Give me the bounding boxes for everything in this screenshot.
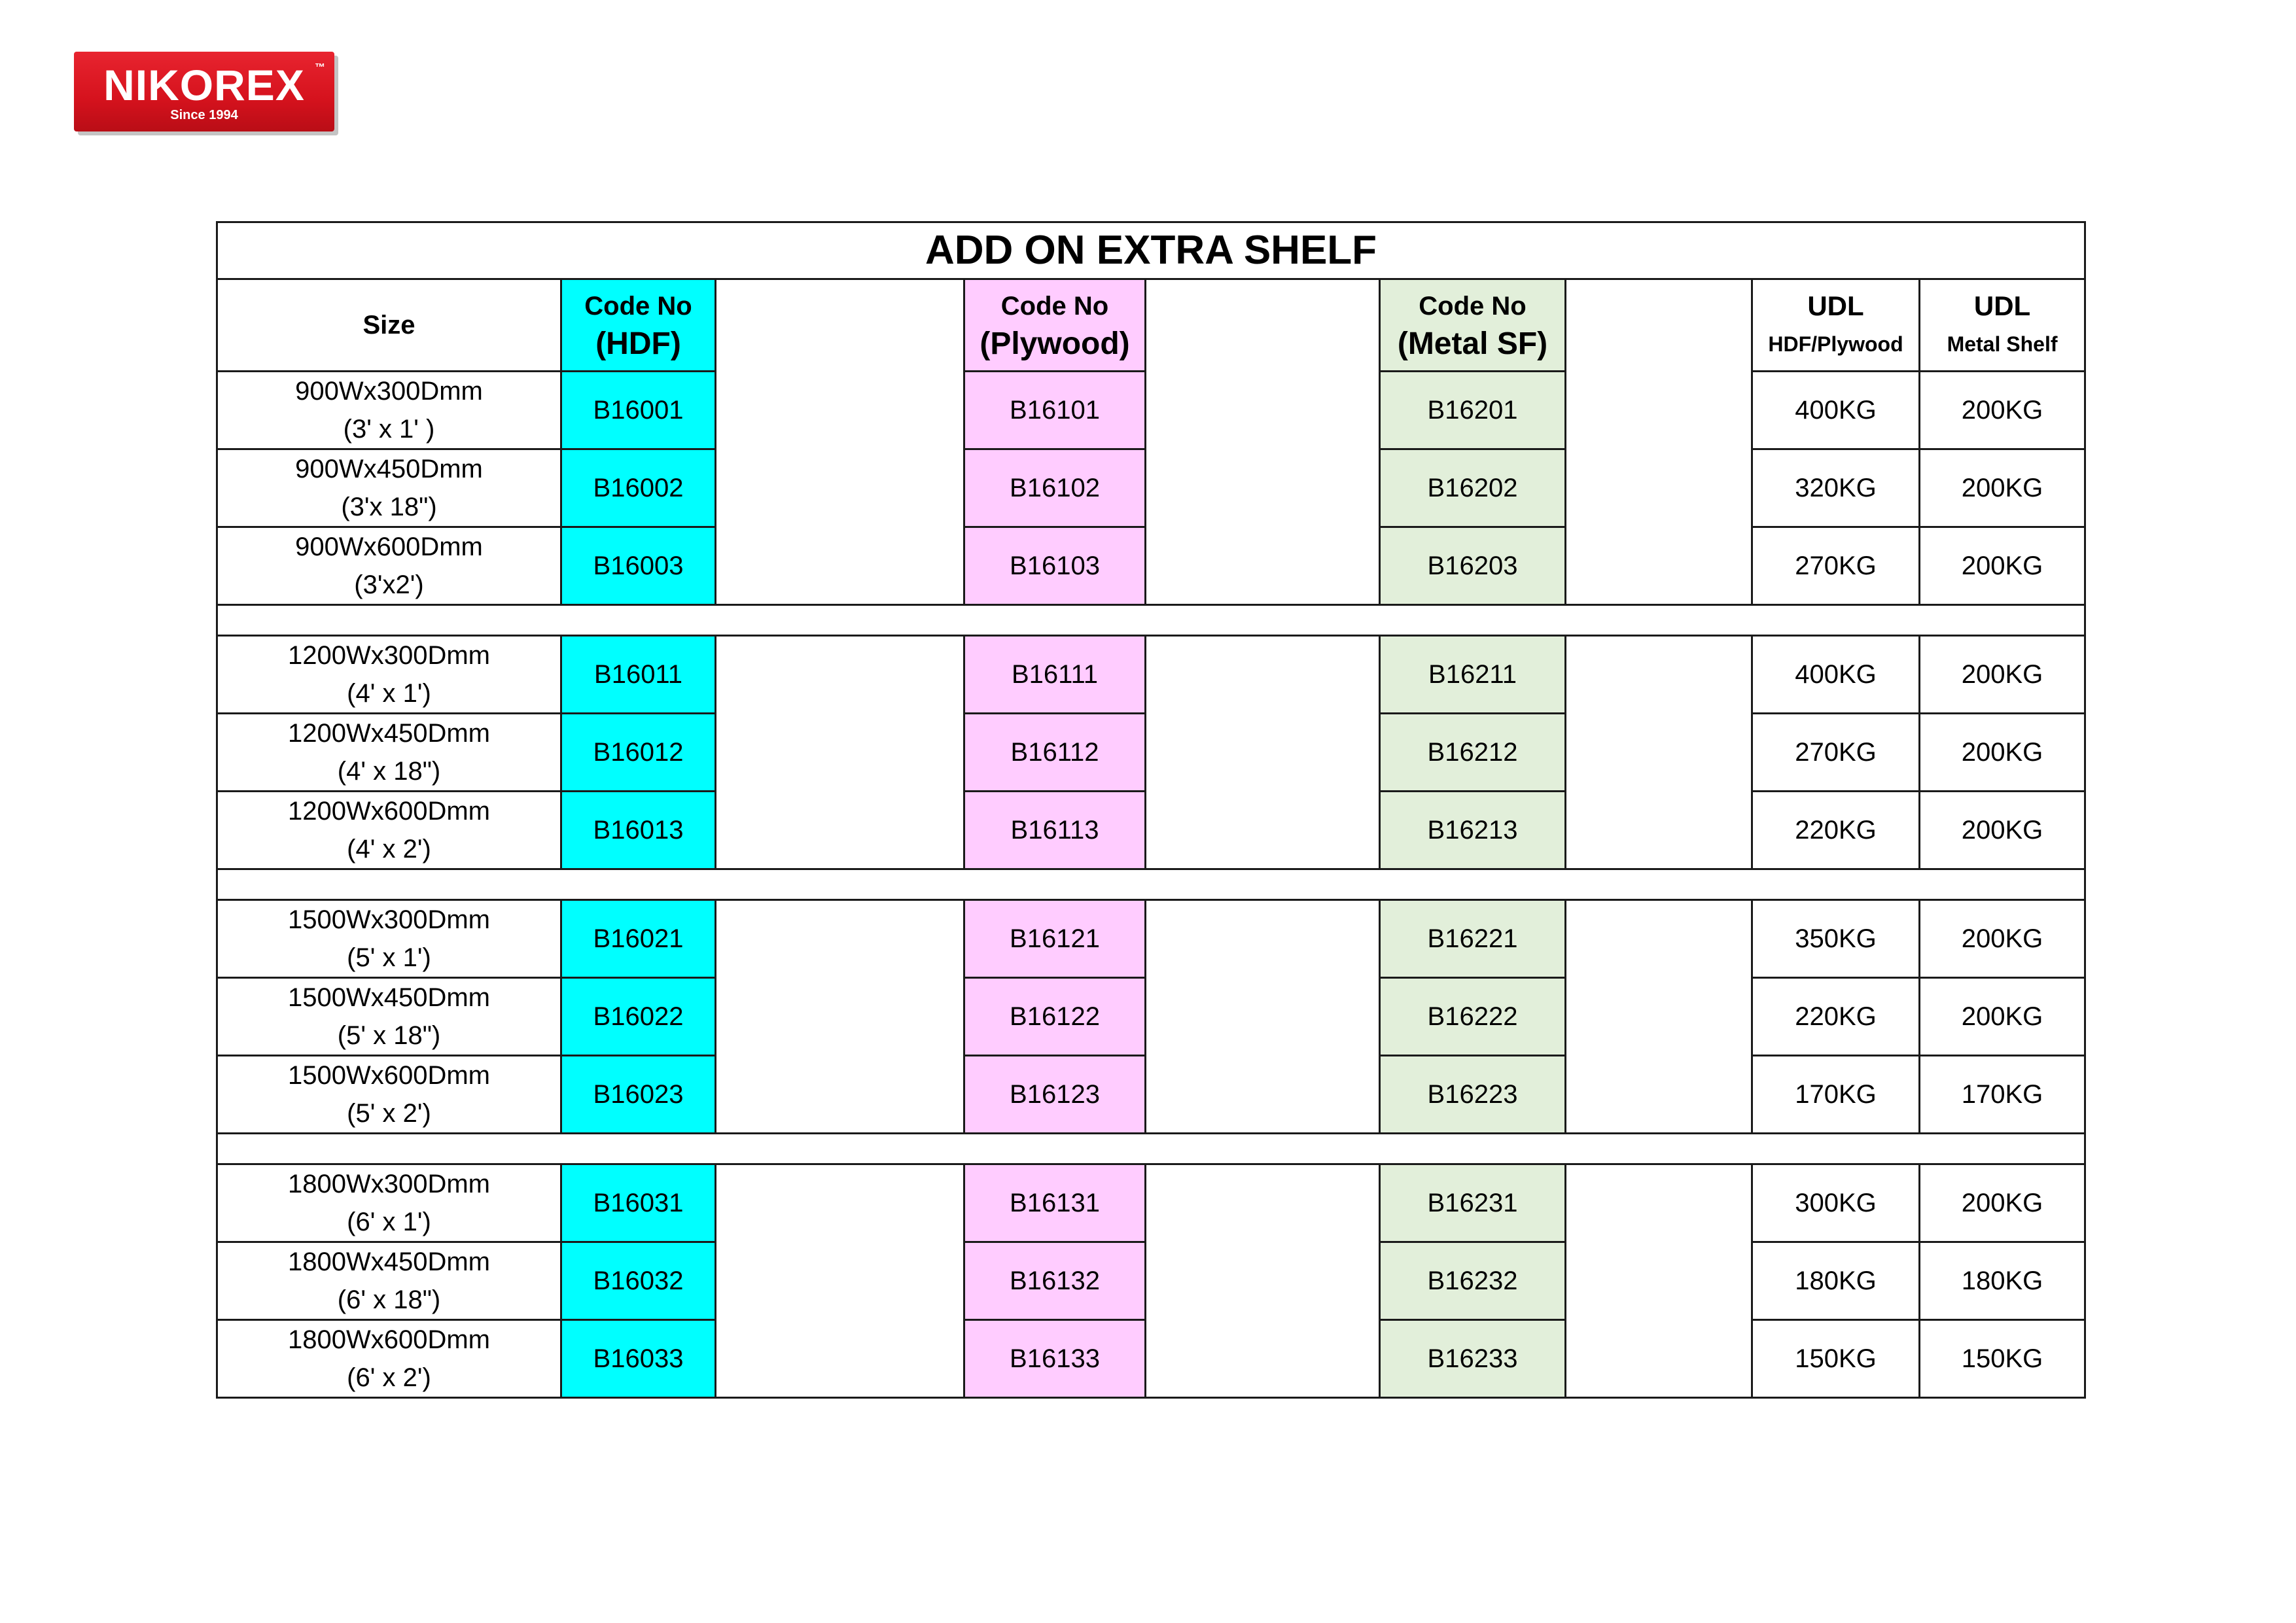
- blank-cell: [1566, 527, 1752, 605]
- blank-cell: [716, 1320, 964, 1398]
- udl-metal-cell: 200KG: [1920, 792, 2085, 869]
- header-udl-hdf-plywood: [1752, 279, 1920, 372]
- code-metal-cell: B16213: [1380, 792, 1566, 869]
- code-plywood-cell: B16133: [964, 1320, 1146, 1398]
- header-udl-metal-line2: Metal Shelf: [1947, 332, 2058, 356]
- code-hdf-cell: B16022: [561, 978, 716, 1056]
- udl-metal-cell: 200KG: [1920, 1164, 2085, 1242]
- size-cell: [217, 1320, 561, 1398]
- code-hdf-cell: B16012: [561, 714, 716, 792]
- separator-cell: [217, 1134, 2085, 1164]
- blank-cell: [716, 978, 964, 1056]
- header-code-hdf-line2: (HDF): [595, 326, 681, 361]
- code-plywood-cell: B16132: [964, 1242, 1146, 1320]
- code-metal-cell: B16233: [1380, 1320, 1566, 1398]
- size-metric: 1800Wx450Dmm: [287, 1248, 490, 1276]
- group-separator-row: [217, 605, 2085, 636]
- udl-metal-cell: 200KG: [1920, 978, 2085, 1056]
- udl-hdf-plywood-cell: 220KG: [1752, 792, 1920, 869]
- udl-metal-cell: 200KG: [1920, 900, 2085, 978]
- blank-cell: [716, 636, 964, 714]
- size-metric: 900Wx600Dmm: [295, 532, 483, 561]
- header-code-metal: [1380, 279, 1566, 372]
- size-metric: 900Wx300Dmm: [295, 377, 483, 406]
- udl-hdf-plywood-cell: 350KG: [1752, 900, 1920, 978]
- code-hdf-cell: B16002: [561, 449, 716, 527]
- blank-cell: [1566, 792, 1752, 869]
- code-plywood-cell: B16112: [964, 714, 1146, 792]
- udl-hdf-plywood-cell: 320KG: [1752, 449, 1920, 527]
- code-hdf-cell: B16003: [561, 527, 716, 605]
- logo-since: Since 1994: [170, 108, 238, 122]
- blank-column: [1566, 279, 1752, 372]
- udl-hdf-plywood-cell: 170KG: [1752, 1056, 1920, 1134]
- code-hdf-cell: B16031: [561, 1164, 716, 1242]
- logo-trademark: ™: [315, 62, 325, 73]
- code-metal-cell: B16201: [1380, 372, 1566, 449]
- udl-metal-cell: 200KG: [1920, 636, 2085, 714]
- code-metal-cell: B16202: [1380, 449, 1566, 527]
- separator-cell: [217, 869, 2085, 900]
- size-cell: [217, 1242, 561, 1320]
- size-imperial: (4' x 1'): [347, 679, 431, 708]
- table-row: [217, 1242, 2085, 1320]
- code-plywood-cell: B16102: [964, 449, 1146, 527]
- size-cell: [217, 1164, 561, 1242]
- size-metric: 900Wx450Dmm: [295, 455, 483, 483]
- header-code-plywood: [964, 279, 1146, 372]
- code-hdf-cell: B16001: [561, 372, 716, 449]
- udl-metal-cell: 150KG: [1920, 1320, 2085, 1398]
- table-row: [217, 1164, 2085, 1242]
- table-row: [217, 527, 2085, 605]
- blank-cell: [1566, 636, 1752, 714]
- header-code-metal-line1: Code No: [1419, 292, 1527, 321]
- code-metal-cell: B16232: [1380, 1242, 1566, 1320]
- logo-name: NIKOREX: [103, 61, 305, 109]
- code-hdf-cell: B16021: [561, 900, 716, 978]
- blank-column: [716, 279, 964, 372]
- size-imperial: (6' x 18"): [337, 1285, 441, 1314]
- header-udl-metal-line1: UDL: [1973, 290, 2031, 321]
- table-row: [217, 372, 2085, 449]
- udl-hdf-plywood-cell: 270KG: [1752, 527, 1920, 605]
- blank-cell: [1146, 372, 1380, 449]
- blank-cell: [1566, 372, 1752, 449]
- udl-hdf-plywood-cell: 400KG: [1752, 636, 1920, 714]
- group-separator-row: [217, 1134, 2085, 1164]
- code-plywood-cell: B16131: [964, 1164, 1146, 1242]
- blank-cell: [1566, 1242, 1752, 1320]
- table-row: [217, 1320, 2085, 1398]
- blank-column: [1146, 279, 1380, 372]
- code-hdf-cell: B16013: [561, 792, 716, 869]
- blank-cell: [716, 449, 964, 527]
- table-row: [217, 1056, 2085, 1134]
- blank-cell: [1146, 900, 1380, 978]
- code-plywood-cell: B16113: [964, 792, 1146, 869]
- code-plywood-cell: B16122: [964, 978, 1146, 1056]
- table-row: [217, 792, 2085, 869]
- table-row: [217, 449, 2085, 527]
- header-udl-hdf-line1: UDL: [1807, 290, 1864, 321]
- extra-shelf-table: [216, 221, 2086, 1399]
- udl-metal-cell: 200KG: [1920, 449, 2085, 527]
- size-imperial: (6' x 1'): [347, 1208, 431, 1236]
- header-code-plywood-line1: Code No: [1000, 292, 1109, 321]
- size-metric: 1500Wx450Dmm: [287, 983, 490, 1012]
- table-title: ADD ON EXTRA SHELF: [217, 222, 2085, 279]
- separator-cell: [217, 605, 2085, 636]
- size-metric: 1500Wx600Dmm: [287, 1061, 490, 1090]
- blank-cell: [1146, 1242, 1380, 1320]
- header-udl-hdf-line2: HDF/Plywood: [1768, 332, 1903, 356]
- code-hdf-cell: B16011: [561, 636, 716, 714]
- table-row: [217, 978, 2085, 1056]
- size-metric: 1200Wx600Dmm: [287, 797, 490, 826]
- blank-cell: [716, 372, 964, 449]
- table-row: [217, 900, 2085, 978]
- size-imperial: (3'x 18"): [341, 493, 437, 521]
- udl-hdf-plywood-cell: 180KG: [1752, 1242, 1920, 1320]
- blank-cell: [1566, 1056, 1752, 1134]
- udl-metal-cell: 200KG: [1920, 372, 2085, 449]
- size-metric: 1200Wx450Dmm: [287, 719, 490, 748]
- header-udl-metal: [1920, 279, 2085, 372]
- size-cell: [217, 900, 561, 978]
- blank-cell: [716, 1242, 964, 1320]
- size-cell: [217, 978, 561, 1056]
- code-hdf-cell: B16033: [561, 1320, 716, 1398]
- code-metal-cell: B16231: [1380, 1164, 1566, 1242]
- blank-cell: [1146, 636, 1380, 714]
- blank-cell: [716, 1164, 964, 1242]
- table-row: [217, 714, 2085, 792]
- group-separator-row: [217, 869, 2085, 900]
- blank-cell: [1146, 449, 1380, 527]
- code-metal-cell: B16211: [1380, 636, 1566, 714]
- blank-cell: [1146, 978, 1380, 1056]
- nikorex-logo: [74, 52, 334, 131]
- code-metal-cell: B16222: [1380, 978, 1566, 1056]
- header-code-hdf-line1: Code No: [584, 292, 692, 321]
- code-hdf-cell: B16032: [561, 1242, 716, 1320]
- size-cell: [217, 449, 561, 527]
- blank-cell: [1566, 978, 1752, 1056]
- size-imperial: (3'x2'): [354, 570, 424, 599]
- blank-cell: [1146, 792, 1380, 869]
- udl-metal-cell: 200KG: [1920, 527, 2085, 605]
- udl-metal-cell: 180KG: [1920, 1242, 2085, 1320]
- code-hdf-cell: B16023: [561, 1056, 716, 1134]
- blank-cell: [716, 714, 964, 792]
- blank-cell: [1566, 714, 1752, 792]
- code-plywood-cell: B16111: [964, 636, 1146, 714]
- code-metal-cell: B16203: [1380, 527, 1566, 605]
- udl-hdf-plywood-cell: 300KG: [1752, 1164, 1920, 1242]
- code-plywood-cell: B16103: [964, 527, 1146, 605]
- header-size: Size: [217, 279, 561, 372]
- header-code-hdf: [561, 279, 716, 372]
- blank-cell: [1146, 714, 1380, 792]
- size-cell: [217, 714, 561, 792]
- code-plywood-cell: B16123: [964, 1056, 1146, 1134]
- udl-hdf-plywood-cell: 150KG: [1752, 1320, 1920, 1398]
- blank-cell: [716, 792, 964, 869]
- blank-cell: [1566, 1320, 1752, 1398]
- blank-cell: [716, 1056, 964, 1134]
- header-code-metal-line2: (Metal SF): [1397, 326, 1548, 361]
- udl-metal-cell: 170KG: [1920, 1056, 2085, 1134]
- size-imperial: (3' x 1' ): [343, 415, 435, 444]
- size-cell: [217, 792, 561, 869]
- code-plywood-cell: B16121: [964, 900, 1146, 978]
- blank-cell: [1566, 449, 1752, 527]
- size-imperial: (4' x 18"): [337, 757, 441, 786]
- blank-cell: [716, 900, 964, 978]
- blank-cell: [1146, 527, 1380, 605]
- size-cell: [217, 372, 561, 449]
- size-imperial: (5' x 18"): [337, 1021, 441, 1050]
- size-imperial: (4' x 2'): [347, 835, 431, 864]
- size-metric: 1800Wx300Dmm: [287, 1170, 490, 1198]
- size-metric: 1800Wx600Dmm: [287, 1325, 490, 1354]
- blank-cell: [1146, 1056, 1380, 1134]
- blank-cell: [1566, 900, 1752, 978]
- code-metal-cell: B16212: [1380, 714, 1566, 792]
- size-metric: 1500Wx300Dmm: [287, 905, 490, 934]
- size-imperial: (5' x 2'): [347, 1099, 431, 1128]
- size-cell: [217, 527, 561, 605]
- udl-hdf-plywood-cell: 270KG: [1752, 714, 1920, 792]
- code-plywood-cell: B16101: [964, 372, 1146, 449]
- size-imperial: (6' x 2'): [347, 1363, 431, 1392]
- blank-cell: [1146, 1164, 1380, 1242]
- header-code-plywood-line2: (Plywood): [980, 326, 1130, 361]
- code-metal-cell: B16223: [1380, 1056, 1566, 1134]
- blank-cell: [716, 527, 964, 605]
- blank-cell: [1566, 1164, 1752, 1242]
- size-cell: [217, 1056, 561, 1134]
- size-metric: 1200Wx300Dmm: [287, 641, 490, 670]
- blank-cell: [1146, 1320, 1380, 1398]
- udl-hdf-plywood-cell: 400KG: [1752, 372, 1920, 449]
- size-cell: [217, 636, 561, 714]
- udl-metal-cell: 200KG: [1920, 714, 2085, 792]
- code-metal-cell: B16221: [1380, 900, 1566, 978]
- size-imperial: (5' x 1'): [347, 943, 431, 972]
- table-row: [217, 636, 2085, 714]
- udl-hdf-plywood-cell: 220KG: [1752, 978, 1920, 1056]
